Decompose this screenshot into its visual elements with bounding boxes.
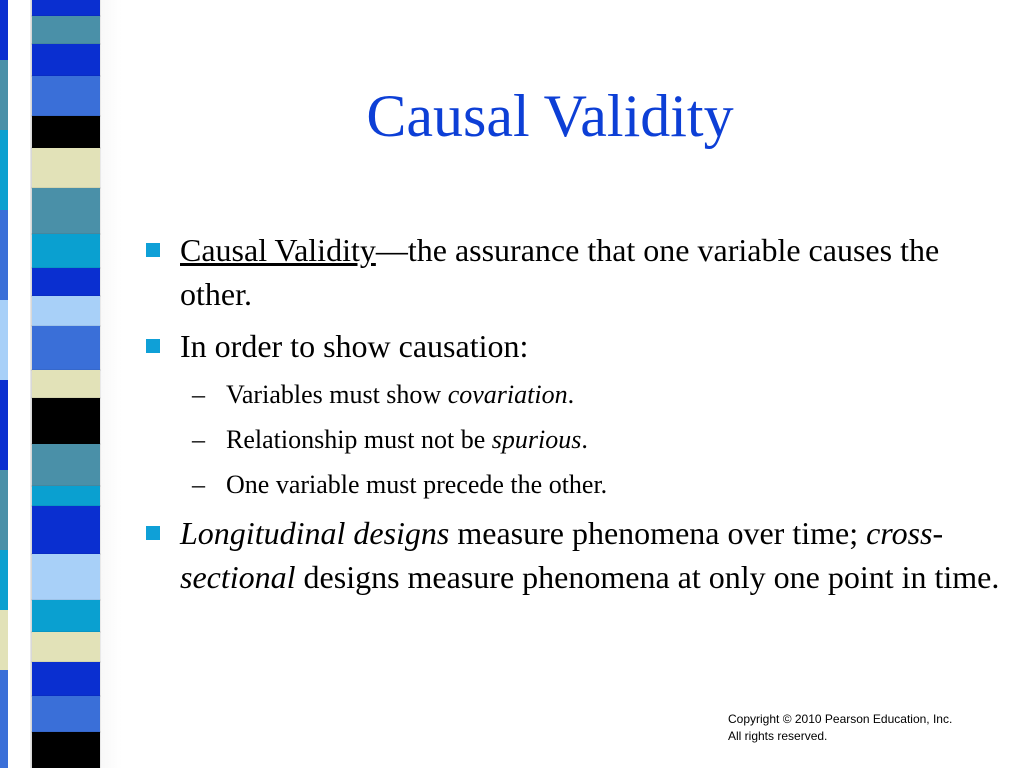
slide-title: Causal Validity xyxy=(366,83,734,149)
square-bullet-icon xyxy=(146,243,160,257)
sub-bullet-italic: spurious xyxy=(491,425,582,454)
sub-bullet-italic: covariation xyxy=(447,380,568,409)
sub-bullet-text: Relationship must not be xyxy=(226,425,492,454)
sub-bullet-text: One variable must precede the other. xyxy=(226,470,608,499)
sub-bullet-precede xyxy=(140,466,1000,504)
bullet-causation-intro xyxy=(140,324,1000,368)
copyright-line-2: All rights reserved. xyxy=(728,729,828,743)
square-bullet-icon xyxy=(146,339,160,353)
bullet-designs xyxy=(140,511,1000,599)
definition-text: —the assurance that one variable causes the other. xyxy=(180,232,940,312)
sub-bullet-end: . xyxy=(567,380,575,409)
decorative-thin-strip xyxy=(0,0,8,768)
sub-bullet-end: . xyxy=(581,425,588,454)
decorative-color-strip xyxy=(32,0,100,768)
copyright-notice xyxy=(728,711,952,745)
copyright-line-1: Copyright © 2010 Pearson Education, Inc. xyxy=(728,712,953,726)
bullet-text: In order to show causation: xyxy=(180,328,529,364)
bullet-text-end: designs measure phenomena at only one point in time. xyxy=(295,559,1000,595)
dash-bullet: – xyxy=(192,470,205,499)
dash-bullet: – xyxy=(192,425,205,454)
bullet-causal-validity xyxy=(140,228,1000,316)
sub-bullet-text: Variables must show xyxy=(226,380,448,409)
longitudinal-term: Longitudinal designs xyxy=(180,515,450,551)
dash-bullet: – xyxy=(192,380,205,409)
slide-body xyxy=(140,228,1000,607)
square-bullet-icon xyxy=(146,526,160,540)
bullet-text-middle: measure phenomena over time; xyxy=(449,515,867,551)
definition-term: Causal Validity xyxy=(180,232,376,268)
sub-bullet-spurious xyxy=(140,421,1000,459)
sub-bullet-covariation xyxy=(140,376,1000,414)
cross-sectional-term: cross-sectional xyxy=(180,515,944,595)
